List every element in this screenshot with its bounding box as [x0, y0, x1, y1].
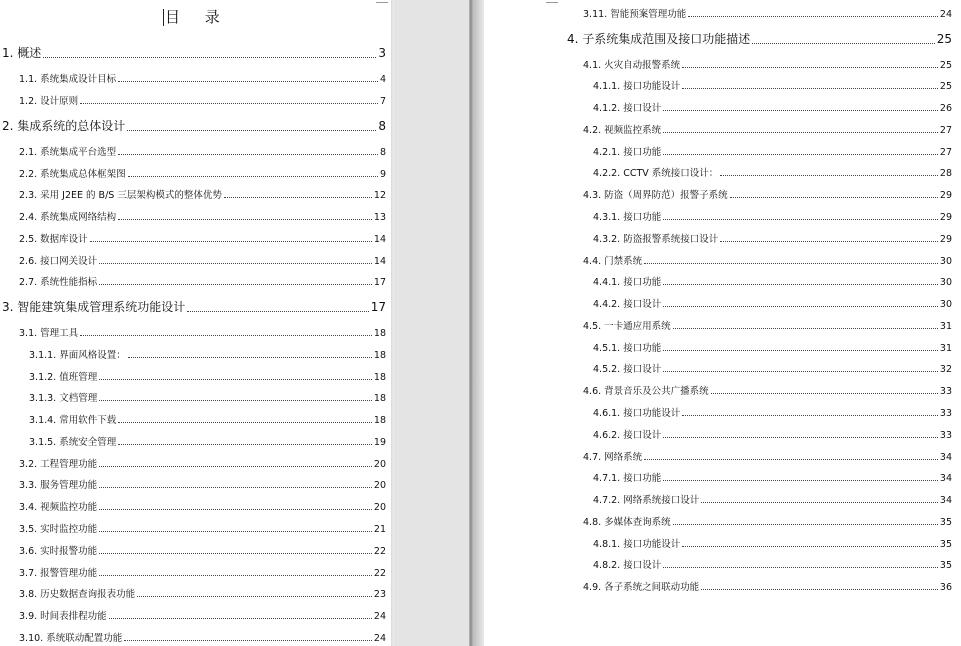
toc-page-number: 4: [379, 74, 386, 85]
toc-entry[interactable]: [19, 456, 386, 470]
toc-entry[interactable]: [19, 608, 386, 622]
toc-leader-dots: [187, 310, 368, 312]
toc-entry-text: 4.1. 火灾自动报警系统: [583, 60, 681, 71]
page-shadow-left: [391, 0, 394, 646]
toc-page-number: 36: [939, 582, 952, 593]
toc-page-number: 26: [939, 103, 952, 114]
toc-entry-text: 3.6. 实时报警功能: [19, 546, 98, 557]
toc-entry[interactable]: [19, 630, 386, 644]
page-shadow-right: [469, 0, 484, 646]
toc-entry[interactable]: [583, 6, 952, 20]
toc-entry[interactable]: [19, 253, 386, 267]
toc-entry[interactable]: [19, 543, 386, 557]
toc-page-number: 24: [373, 611, 386, 622]
toc-leader-dots: [663, 370, 938, 372]
text-cursor: [163, 9, 164, 26]
toc-entry-text: 3.3. 服务管理功能: [19, 480, 98, 491]
toc-entry[interactable]: [19, 325, 386, 339]
toc-entry[interactable]: [19, 499, 386, 513]
toc-page-number: 17: [370, 300, 386, 314]
toc-page-number: 20: [373, 502, 386, 513]
toc-leader-dots: [730, 196, 938, 198]
toc-entry[interactable]: [19, 209, 386, 223]
toc-entry-text: 2.6. 接口网关设计: [19, 256, 98, 267]
toc-entry-text: 4.2.1. 接口功能: [593, 147, 662, 158]
toc-entry[interactable]: [2, 298, 386, 315]
toc-entry[interactable]: [29, 347, 386, 361]
toc-entry[interactable]: [29, 369, 386, 383]
toc-leader-dots: [99, 574, 372, 576]
toc-leader-dots: [137, 595, 372, 597]
toc-entry-text: 4.6.1. 接口功能设计: [593, 408, 681, 419]
toc-page-number: 9: [379, 169, 386, 180]
toc-page-number: 29: [939, 234, 952, 245]
toc-entry[interactable]: [19, 93, 386, 107]
toc-page-number: 25: [939, 81, 952, 92]
toc-page-number: 17: [373, 277, 386, 288]
toc-leader-dots: [663, 566, 938, 568]
toc-entry[interactable]: [2, 117, 386, 134]
toc-entry[interactable]: [593, 361, 952, 375]
toc-leader-dots: [663, 479, 938, 481]
toc-entry[interactable]: [593, 470, 952, 484]
toc-entry-text: 4.4. 门禁系统: [583, 256, 643, 267]
document-page-left: [0, 0, 391, 646]
toc-page-number: 18: [373, 372, 386, 383]
toc-leader-dots: [673, 523, 938, 525]
toc-page-number: 35: [939, 560, 952, 571]
toc-entry-text: 3.5. 实时监控功能: [19, 524, 98, 535]
toc-entry[interactable]: [583, 318, 952, 332]
toc-entry[interactable]: [19, 565, 386, 579]
toc-page-number: 20: [373, 459, 386, 470]
toc-page-number: 34: [939, 452, 952, 463]
toc-entry-text: 1.2. 设计原则: [19, 96, 79, 107]
toc-entry-text: 1.1. 系统集成设计目标: [19, 74, 117, 85]
toc-leader-dots: [701, 588, 938, 590]
toc-entry-text: 4.3.2. 防盗报警系统接口设计: [593, 234, 719, 245]
toc-entry[interactable]: [19, 71, 386, 85]
toc-entry[interactable]: [583, 57, 952, 71]
toc-page-number: 30: [939, 277, 952, 288]
toc-leader-dots: [99, 530, 372, 532]
toc-leader-dots: [124, 639, 372, 641]
toc-leader-dots: [99, 552, 372, 554]
toc-leader-dots: [682, 66, 938, 68]
toc-entry-text: 4.2. 视频监控系统: [583, 125, 662, 136]
toc-entry-text: 3.1.4. 常用软件下载: [29, 415, 117, 426]
toc-leader-dots: [99, 508, 372, 510]
toc-page-number: 30: [939, 256, 952, 267]
toc-entry-text: 3.11. 智能预案管理功能: [583, 9, 687, 20]
toc-entry-text: 4.7.2. 网络系统接口设计: [593, 495, 700, 506]
toc-page-number: 31: [939, 321, 952, 332]
toc-page-number: 8: [379, 147, 386, 158]
toc-leader-dots: [673, 327, 938, 329]
toc-entry[interactable]: [29, 390, 386, 404]
toc-leader-dots: [109, 617, 372, 619]
toc-page-number: 30: [939, 299, 952, 310]
toc-entry[interactable]: [19, 274, 386, 288]
toc-leader-dots: [118, 421, 372, 423]
toc-entry-text: 4.1.2. 接口设计: [593, 103, 662, 114]
toc-page-number: 33: [939, 430, 952, 441]
toc-page-number: 25: [936, 32, 952, 46]
toc-entry-text: 4.6. 背景音乐及公共广播系统: [583, 386, 709, 397]
toc-entry[interactable]: [19, 586, 386, 600]
toc-page-number: 14: [373, 234, 386, 245]
toc-leader-dots: [644, 458, 938, 460]
toc-leader-dots: [663, 131, 938, 133]
toc-page-number: 18: [373, 415, 386, 426]
toc-entry-text: 4.9. 各子系统之间联动功能: [583, 582, 700, 593]
toc-entry[interactable]: [29, 412, 386, 426]
toc-entry[interactable]: [593, 209, 952, 223]
toc-leader-dots: [720, 174, 938, 176]
toc-entry-text: 2.3. 采用 J2EE 的 B/S 三层架构模式的整体优势: [19, 190, 222, 201]
toc-entry[interactable]: [593, 231, 952, 245]
toc-entry-text: 4.7. 网络系统: [583, 452, 643, 463]
toc-leader-dots: [118, 80, 378, 82]
toc-entry-text: 3.1. 管理工具: [19, 328, 79, 339]
toc-leader-dots: [663, 305, 938, 307]
toc-entry-text: 4.5.2. 接口设计: [593, 364, 662, 375]
toc-leader-dots: [99, 262, 372, 264]
toc-leader-dots: [118, 153, 378, 155]
toc-leader-dots: [90, 240, 372, 242]
toc-leader-dots: [682, 87, 938, 89]
toc-page-number: 13: [373, 212, 386, 223]
toc-entry-text: 3.1.1. 界面风格设置：: [29, 350, 126, 361]
toc-leader-dots: [43, 56, 376, 58]
toc-page-number: 25: [939, 60, 952, 71]
toc-entry-text: 4.5. 一卡通应用系统: [583, 321, 671, 332]
toc-entry-text: 2.7. 系统性能指标: [19, 277, 98, 288]
toc-entry-text: 4.5.1. 接口功能: [593, 343, 662, 354]
toc-page-number: 29: [939, 212, 952, 223]
toc-entry[interactable]: [583, 122, 952, 136]
toc-leader-dots: [663, 218, 938, 220]
toc-leader-dots: [663, 109, 938, 111]
toc-entry[interactable]: [19, 231, 386, 245]
toc-page-number: 19: [373, 437, 386, 448]
toc-leader-dots: [118, 443, 372, 445]
toc-entry-text: 3.1.2. 值班管理: [29, 372, 98, 383]
toc-leader-dots: [99, 283, 372, 285]
toc-entry[interactable]: [593, 296, 952, 310]
toc-entry-text: 4.2.2. CCTV 系统接口设计：: [593, 168, 719, 179]
toc-entry[interactable]: [593, 405, 952, 419]
toc-leader-dots: [99, 486, 372, 488]
toc-page-number: 18: [373, 328, 386, 339]
page-corner-mark: [376, 0, 388, 3]
toc-entry[interactable]: [583, 187, 952, 201]
toc-leader-dots: [711, 392, 938, 394]
toc-entry-text: 3. 智能建筑集成管理系统功能设计: [2, 300, 186, 314]
toc-page-number: 28: [939, 168, 952, 179]
toc-leader-dots: [701, 501, 938, 503]
toc-entry[interactable]: [593, 165, 952, 179]
toc-entry-text: 4.6.2. 接口设计: [593, 430, 662, 441]
toc-entry[interactable]: [583, 253, 952, 267]
toc-page-number: 7: [379, 96, 386, 107]
toc-entry[interactable]: [19, 144, 386, 158]
toc-entry-text: 2.5. 数据库设计: [19, 234, 88, 245]
toc-entry[interactable]: [593, 144, 952, 158]
toc-entry-text: 3.1.5. 系统安全管理: [29, 437, 117, 448]
toc-leader-dots: [682, 545, 938, 547]
toc-leader-dots: [99, 465, 372, 467]
toc-page-number: 27: [939, 147, 952, 158]
document-page-right: [484, 0, 961, 646]
toc-entry[interactable]: [2, 44, 386, 61]
toc-entry[interactable]: [19, 521, 386, 535]
toc-page-number: 34: [939, 473, 952, 484]
toc-entry[interactable]: [583, 579, 952, 593]
toc-page-number: 24: [373, 633, 386, 644]
toc-leader-dots: [224, 196, 372, 198]
toc-entry[interactable]: [593, 536, 952, 550]
toc-entry[interactable]: [583, 383, 952, 397]
toc-page-number: 32: [939, 364, 952, 375]
toc-page-number: 8: [378, 119, 386, 133]
toc-leader-dots: [80, 334, 372, 336]
toc-leader-dots: [688, 15, 938, 17]
toc-page-number: 3: [378, 46, 386, 60]
toc-leader-dots: [644, 262, 938, 264]
toc-entry-text: 4.8. 多媒体查询系统: [583, 517, 671, 528]
toc-leader-dots: [752, 42, 934, 44]
toc-page-number: 33: [939, 408, 952, 419]
toc-page-number: 21: [373, 524, 386, 535]
toc-entry-text: 4.3.1. 接口功能: [593, 212, 662, 223]
toc-entry-text: 4.8.1. 接口功能设计: [593, 539, 681, 550]
toc-page-number: 18: [373, 350, 386, 361]
toc-entry-text: 3.8. 历史数据查询报表功能: [19, 589, 136, 600]
toc-entry[interactable]: [29, 434, 386, 448]
toc-entry-text: 4.8.2. 接口设计: [593, 560, 662, 571]
toc-entry[interactable]: [567, 30, 952, 47]
page-corner-mark: [546, 0, 558, 3]
toc-leader-dots: [99, 399, 372, 401]
toc-entry-text: 2.1. 系统集成平台选型: [19, 147, 117, 158]
toc-entry-text: 4. 子系统集成范围及接口功能描述: [567, 32, 751, 46]
toc-leader-dots: [682, 414, 938, 416]
toc-entry[interactable]: [593, 274, 952, 288]
toc-entry-text: 3.10. 系统联动配置功能: [19, 633, 123, 644]
toc-page-number: 24: [939, 9, 952, 20]
toc-entry[interactable]: [593, 100, 952, 114]
toc-entry[interactable]: [593, 427, 952, 441]
toc-page-number: 18: [373, 393, 386, 404]
toc-leader-dots: [663, 349, 938, 351]
toc-leader-dots: [128, 356, 372, 358]
toc-entry[interactable]: [19, 477, 386, 491]
toc-entry-text: 3.9. 时间表排程功能: [19, 611, 107, 622]
toc-entry-text: 2. 集成系统的总体设计: [2, 119, 126, 133]
toc-page-number: 29: [939, 190, 952, 201]
toc-entry[interactable]: [583, 449, 952, 463]
toc-page-number: 34: [939, 495, 952, 506]
toc-leader-dots: [720, 240, 938, 242]
toc-entry-text: 2.4. 系统集成网络结构: [19, 212, 117, 223]
toc-page-number: 23: [373, 589, 386, 600]
toc-entry[interactable]: [583, 514, 952, 528]
toc-leader-dots: [99, 378, 372, 380]
toc-leader-dots: [118, 218, 372, 220]
toc-entry-text: 4.3. 防盗（周界防范）报警子系统: [583, 190, 728, 201]
toc-entry[interactable]: [593, 492, 952, 506]
toc-leader-dots: [663, 283, 938, 285]
toc-entry[interactable]: [19, 187, 386, 201]
toc-entry-text: 4.1.1. 接口功能设计: [593, 81, 681, 92]
toc-page-number: 22: [373, 568, 386, 579]
toc-entry-text: 4.4.1. 接口功能: [593, 277, 662, 288]
toc-page-number: 35: [939, 539, 952, 550]
toc-title: 目 录: [165, 8, 230, 26]
toc-page-number: 31: [939, 343, 952, 354]
toc-leader-dots: [663, 153, 938, 155]
toc-entry[interactable]: [19, 166, 386, 180]
toc-page-number: 20: [373, 480, 386, 491]
toc-entry[interactable]: [593, 557, 952, 571]
toc-leader-dots: [80, 102, 378, 104]
toc-leader-dots: [127, 129, 376, 131]
toc-entry[interactable]: [593, 78, 952, 92]
toc-leader-dots: [663, 436, 938, 438]
toc-page-number: 12: [373, 190, 386, 201]
toc-leader-dots: [128, 175, 378, 177]
toc-entry-text: 1. 概述: [2, 46, 42, 60]
toc-page-number: 33: [939, 386, 952, 397]
toc-entry-text: 3.1.3. 文档管理: [29, 393, 98, 404]
toc-page-number: 35: [939, 517, 952, 528]
toc-entry-text: 3.4. 视频监控功能: [19, 502, 98, 513]
toc-page-number: 14: [373, 256, 386, 267]
toc-entry-text: 3.7. 报警管理功能: [19, 568, 98, 579]
toc-entry-text: 4.7.1. 接口功能: [593, 473, 662, 484]
toc-page-number: 27: [939, 125, 952, 136]
toc-page-number: 22: [373, 546, 386, 557]
toc-entry[interactable]: [593, 340, 952, 354]
toc-entry-text: 3.2. 工程管理功能: [19, 459, 98, 470]
toc-entry-text: 2.2. 系统集成总体框架图: [19, 169, 126, 180]
toc-entry-text: 4.4.2. 接口设计: [593, 299, 662, 310]
